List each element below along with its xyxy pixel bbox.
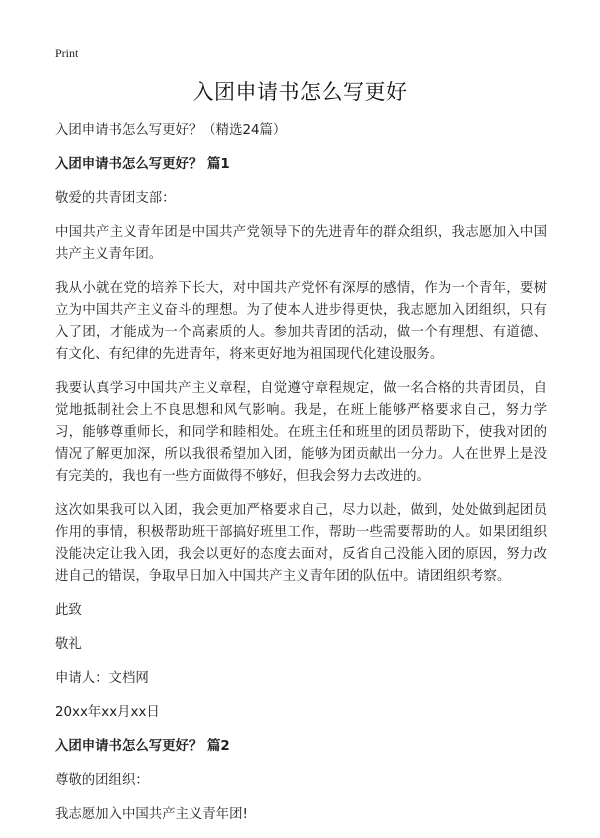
paragraph-5: 我志愿加入中国共产主义青年团! — [55, 807, 248, 822]
greeting-1: 敬爱的共青团支部： — [55, 191, 176, 206]
section-heading-1: 入团申请书怎么写更好？ 篇1 — [55, 157, 230, 172]
paragraph-2: 我从小就在党的培养下长大，对中国共产党怀有深厚的感情，作为一个青年，要树立为中国共产主义奋斗的理想。为了使本人进步得更快，我志愿加入团组织，只有入了团，才能成为一个高素质的人。参加共青团的活动，做一个有理想、有道德、有文化、有纪律的先进青年，将来更好地为祖国现代化建设服务。 — [55, 281, 547, 362]
document-body — [55, 120, 547, 838]
intro-line: 入团申请书怎么写更好？（精选24篇） — [55, 123, 287, 138]
date: 20xx年xx月xx日 — [55, 705, 160, 720]
greeting-2: 尊敬的团组织： — [55, 773, 149, 788]
paragraph-4: 这次如果我可以入团，我会更加严格要求自己，尽力以赴，做到，处处做到起团员作用的事情，积极帮助班干部搞好班里工作，帮助一些需要帮助的人。如果团组织没能决定让我入团，我会以更好的态度去面对，反省自己没能入团的原因，努力改进自己的错误，争取早日加入中国共产主义青年团的队伍中。请团组织考察。 — [55, 503, 547, 584]
paragraph-1: 中国共产主义青年团是中国共产党领导下的先进青年的群众组织，我志愿加入中国共产主义青年团。 — [55, 225, 547, 262]
print-label: Print — [55, 46, 79, 60]
page-title: 入团申请书怎么写更好 — [192, 80, 408, 104]
closing: 此致 — [55, 603, 82, 618]
applicant: 申请人：文档网 — [55, 671, 149, 686]
salute: 敬礼 — [55, 637, 82, 652]
section-heading-2: 入团申请书怎么写更好？ 篇2 — [55, 739, 230, 754]
paragraph-3: 我要认真学习中国共产主义章程，自觉遵守章程规定，做一名合格的共青团员，自觉地抵制社会上不良思想和风气影响。我是，在班上能够严格要求自己，努力学习，能够尊重师长，和同学和睦相处。在班主任和班里的团员帮助下，使我对团的情况了解更加深，所以我很希望加入团，能够为团贡献出一分力。人在世界上是没有完美的，我也有一些方面做得不够好，但我会努力去改进的。 — [55, 381, 547, 484]
